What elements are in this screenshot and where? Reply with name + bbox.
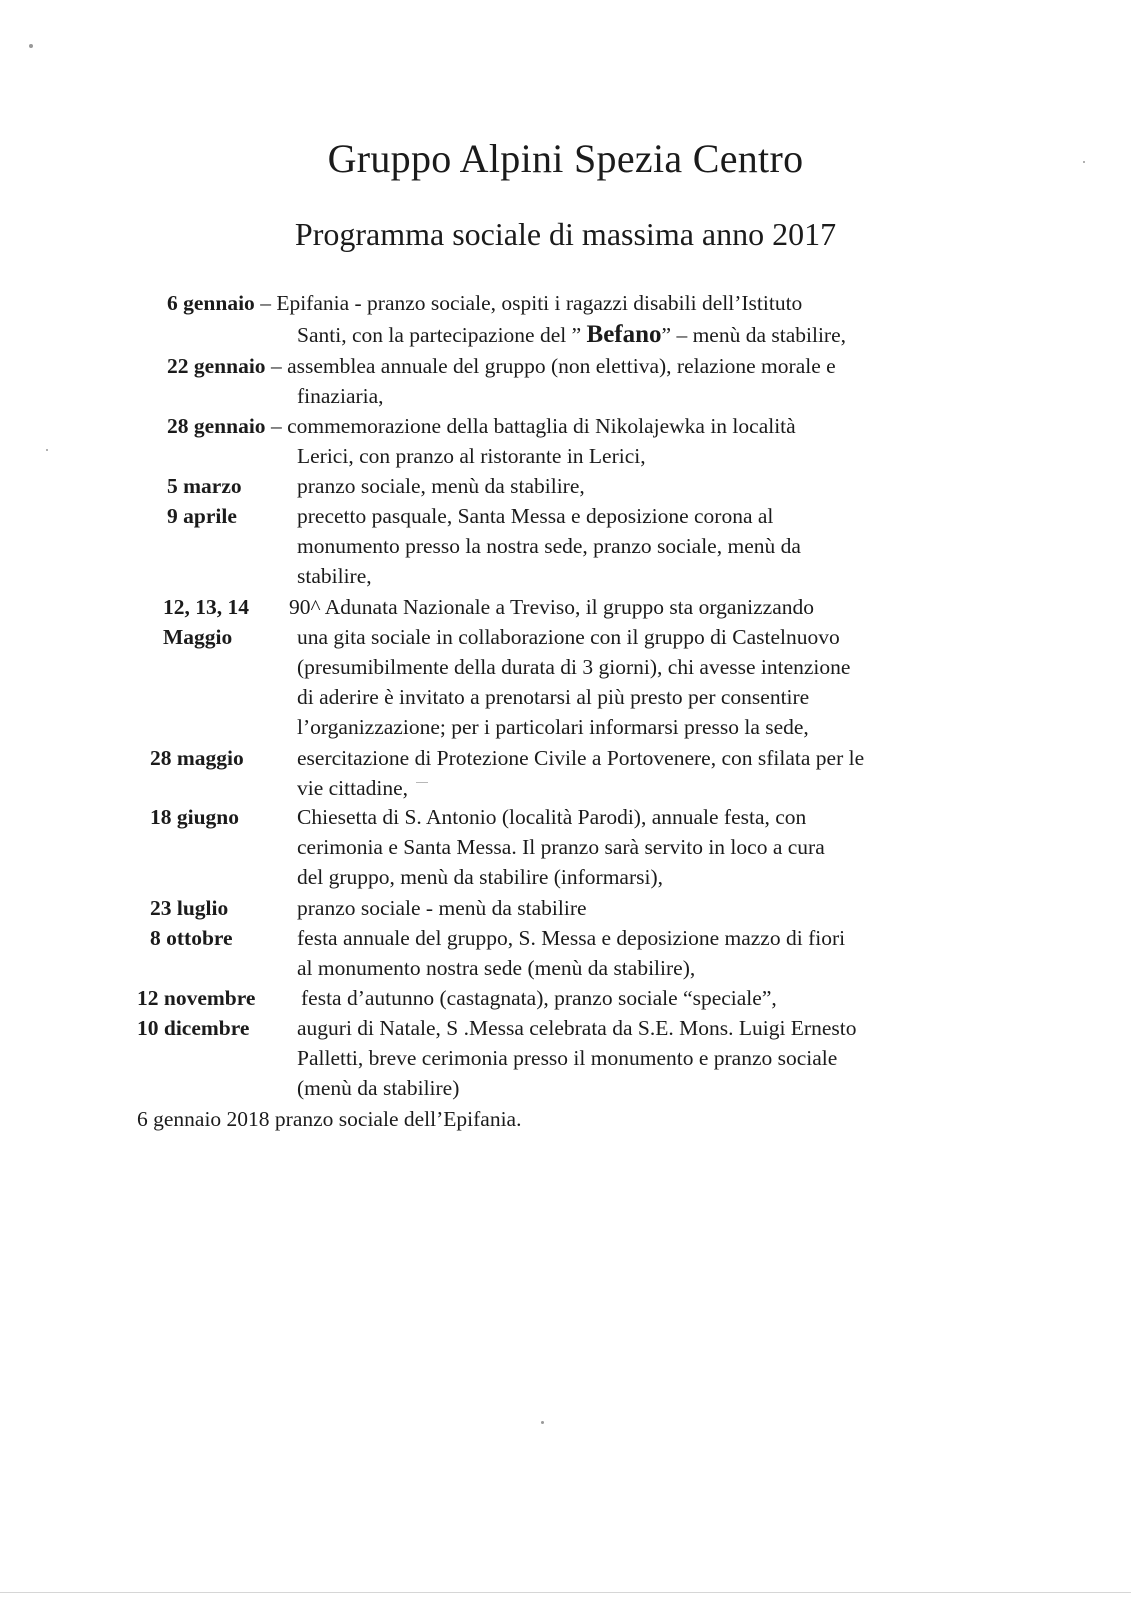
scan-speck <box>46 449 48 451</box>
scan-speck <box>1083 161 1085 163</box>
event-continuation: Lerici, con pranzo al ristorante in Lerici, <box>297 444 646 468</box>
event-text: precetto pasquale, Santa Messa e deposizione corona al <box>297 504 774 528</box>
event-text: – assemblea annuale del gruppo (non elettiva), relazione morale e <box>270 354 836 378</box>
event-text: pranzo sociale, menù da stabilire, <box>297 474 585 498</box>
event-date: 12, 13, 14 <box>163 595 249 619</box>
event-date: 22 gennaio <box>167 354 266 378</box>
event-text: festa annuale del gruppo, S. Messa e deposizione mazzo di fiori <box>297 926 846 950</box>
event-line <box>167 351 836 381</box>
event-text: – Epifania - pranzo sociale, ospiti i ragazzi disabili dell’Istituto <box>260 291 803 315</box>
event-text: 90^ Adunata Nazionale a Treviso, il gruppo sta organizzando <box>289 595 814 619</box>
event-line <box>167 411 796 441</box>
befano-emphasis: Befano <box>586 321 662 348</box>
event-date-month: Maggio <box>163 625 233 649</box>
event-line <box>167 288 802 318</box>
event-continuation: stabilire, <box>297 564 372 588</box>
event-continuation: cerimonia e Santa Messa. Il pranzo sarà servito in loco a cura <box>297 835 825 859</box>
event-continuation: finaziaria, <box>297 384 384 408</box>
event-continuation: Palletti, breve cerimonia presso il monumento e pranzo sociale <box>297 1046 838 1070</box>
event-date: 10 dicembre <box>137 1016 250 1040</box>
event-text: – commemorazione della battaglia di Nikolajewka in località <box>270 414 796 438</box>
event-continuation: vie cittadine, <box>297 776 409 800</box>
event-date: 8 ottobre <box>150 926 233 950</box>
event-text: ” – menù da stabilire, <box>661 323 847 347</box>
document-title: Gruppo Alpini Spezia Centro <box>327 136 804 181</box>
scan-speck <box>29 44 33 48</box>
event-continuation: (presumibilmente della durata di 3 giorni), chi avesse intenzione <box>297 655 851 679</box>
event-text: Chiesetta di S. Antonio (località Parodi), annuale festa, con <box>297 805 807 829</box>
event-continuation: l’organizzazione; per i particolari informarsi presso la sede, <box>297 715 809 739</box>
event-date: 9 aprile <box>167 504 237 528</box>
event-text: esercitazione di Protezione Civile a Portovenere, con sfilata per le <box>297 746 865 770</box>
event-continuation <box>297 320 846 350</box>
event-continuation: del gruppo, menù da stabilire (informarsi), <box>297 865 663 889</box>
event-text: auguri di Natale, S .Messa celebrata da S.E. Mons. Luigi Ernesto <box>297 1016 857 1040</box>
event-continuation: (menù da stabilire) <box>297 1076 460 1100</box>
scan-edge <box>0 1592 1131 1593</box>
event-date: 28 gennaio <box>167 414 266 438</box>
event-date: 28 maggio <box>150 746 244 770</box>
event-date: 5 marzo <box>167 474 242 498</box>
event-text: pranzo sociale - menù da stabilire <box>297 896 587 920</box>
event-continuation: di aderire è invitato a prenotarsi al più presto per consentire <box>297 685 810 709</box>
event-continuation: al monumento nostra sede (menù da stabilire), <box>297 956 696 980</box>
scan-dash <box>416 782 428 783</box>
event-text: festa d’autunno (castagnata), pranzo sociale “speciale”, <box>301 986 777 1010</box>
final-note: 6 gennaio 2018 pranzo sociale dell’Epifania. <box>137 1107 522 1131</box>
event-date: 23 luglio <box>150 896 229 920</box>
event-continuation: monumento presso la nostra sede, pranzo sociale, menù da <box>297 534 801 558</box>
event-date: 18 giugno <box>150 805 240 829</box>
event-date: 12 novembre <box>137 986 256 1010</box>
scan-speck <box>541 1421 544 1424</box>
document-subtitle: Programma sociale di massima anno 2017 <box>294 216 837 252</box>
event-text: Santi, con la partecipazione del ” <box>297 323 587 347</box>
event-date: 6 gennaio <box>167 291 255 315</box>
event-continuation: una gita sociale in collaborazione con il gruppo di Castelnuovo <box>297 625 840 649</box>
